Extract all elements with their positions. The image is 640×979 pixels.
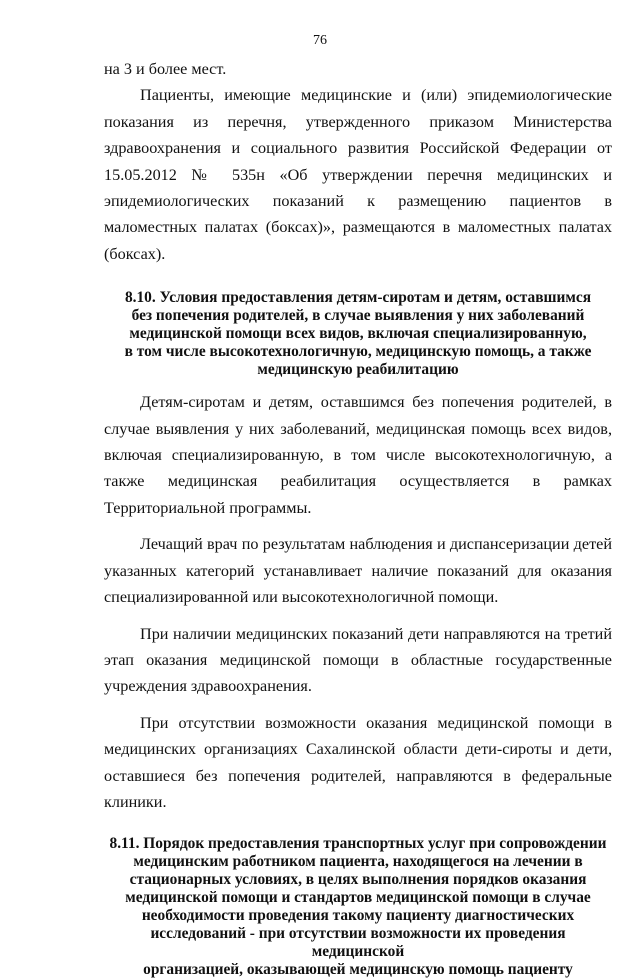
paragraph-third-stage: При наличии медицинских показаний дети направляются на третий этап оказания медицинской помощи в областные государственные учреждения здравоохранения. <box>104 624 612 696</box>
heading-line: исследований - при отсутствии возможности их проведения медицинской <box>150 925 566 961</box>
paragraph-patients: Пациенты, имеющие медицинские и (или) эпидемиологические показания из перечня, утвержденного приказом Министерства здравоохранения и социального развития Российской Федерации от 15.05.2012 № 535н «Об утверждении перечня медицинских и эпидемиологических показаний к размещению пациентов в маломестных палатах (боксах)», размещаются в маломестных палатах (боксах). <box>104 86 612 263</box>
section-heading-8-11 <box>104 835 612 979</box>
paragraph-federal-clinics: При отсутствии возможности оказания медицинской помощи в медицинских организациях Сахалинской области дети-сироты и дети, оставшиеся без попечения родителей, направляются в федеральные клиники. <box>104 713 612 811</box>
page-number: 76 <box>313 33 327 48</box>
heading-line: стационарных условиях, в целях выполнения порядков оказания <box>129 871 587 889</box>
heading-line: медицинским работником пациента, находящегося на лечении в <box>133 853 583 871</box>
paragraph-orphans-care: Детям-сиротам и детям, оставшимся без попечения родителей, в случае выявления у них заболеваний, медицинская помощь всех видов, включая специализированную, в том числе высокотехнологичную, а также медицинская реабилитация осуществляется в рамках Территориальной программы. <box>104 393 612 517</box>
heading-line: в том числе высокотехнологичную, медицинскую помощь, а также <box>124 343 592 361</box>
heading-line: без попечения родителей, в случае выявления у них заболеваний <box>131 307 585 325</box>
paragraph-attending-doctor: Лечащий врач по результатам наблюдения и диспансеризации детей указанных категорий устанавливает наличие показаний для оказания специализированной или высокотехнологичной помощи. <box>104 535 612 607</box>
heading-line: организацией, оказывающей медицинскую помощь пациенту <box>143 961 573 979</box>
page-content <box>104 56 612 979</box>
heading-line: 8.10. Условия предоставления детям-сиротам и детям, оставшимся <box>124 289 592 307</box>
heading-line: 8.11. Порядок предоставления транспортных услуг при сопровождении <box>109 835 607 853</box>
heading-line: медицинскую реабилитацию <box>257 361 459 379</box>
section-heading-8-10 <box>104 289 612 379</box>
paragraph-continuation: на 3 и более мест. <box>104 60 227 78</box>
heading-line: медицинской помощи и стандартов медицинской помощи в случае <box>125 889 591 907</box>
heading-line: необходимости проведения такому пациенту диагностических <box>141 907 575 925</box>
heading-line: медицинской помощи всех видов, включая специализированную, <box>129 325 587 343</box>
